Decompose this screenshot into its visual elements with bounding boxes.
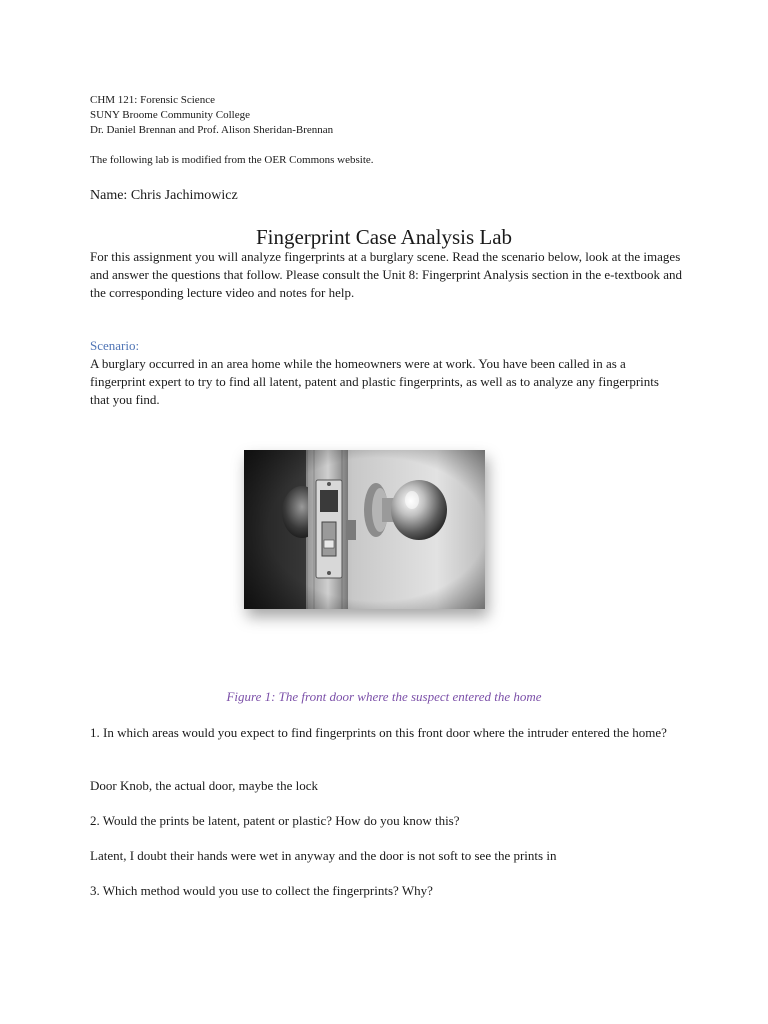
- door-knob-photo-graphic: [244, 450, 485, 609]
- document-title: Fingerprint Case Analysis Lab: [255, 225, 513, 249]
- question-2: 2. Would the prints be latent, patent or plastic? How do you know this?: [90, 813, 460, 828]
- door-knob-photo: [244, 450, 485, 609]
- figure-caption: Figure 1: The front door where the suspect entered the home: [226, 689, 542, 704]
- question-1: 1. In which areas would you expect to find fingerprints on this front door where the intruder entered the home?: [90, 725, 667, 740]
- answer-2: Latent, I doubt their hands were wet in anyway and the door is not soft to see the prints in: [90, 848, 557, 863]
- scenario-paragraph: A burglary occurred in an area home while the homeowners were at work. You have been called in as a fingerprint expert to try to find all latent, patent and plastic fingerprints, as well as to analyze any fingerprints that you find.: [90, 356, 659, 407]
- answer-1: Door Knob, the actual door, maybe the lock: [90, 778, 318, 793]
- college-name: SUNY Broome Community College: [90, 109, 251, 121]
- source-note: The following lab is modified from the OER Commons website.: [90, 154, 374, 166]
- course-header: [90, 93, 690, 138]
- instructor-names: Dr. Daniel Brennan and Prof. Alison Sheridan-Brennan: [90, 124, 334, 136]
- scenario-heading: Scenario:: [90, 338, 140, 353]
- course-name: CHM 121: Forensic Science: [90, 94, 215, 106]
- question-3: 3. Which method would you use to collect the fingerprints? Why?: [90, 883, 433, 898]
- intro-paragraph: For this assignment you will analyze fingerprints at a burglary scene. Read the scenario below, look at the images and answer the questions that follow. Please consult the Unit 8: Fingerprint Analysis section in the e-textbook and the corresponding lecture video and notes for help.: [90, 249, 682, 300]
- student-name: Name: Chris Jachimowicz: [90, 188, 238, 203]
